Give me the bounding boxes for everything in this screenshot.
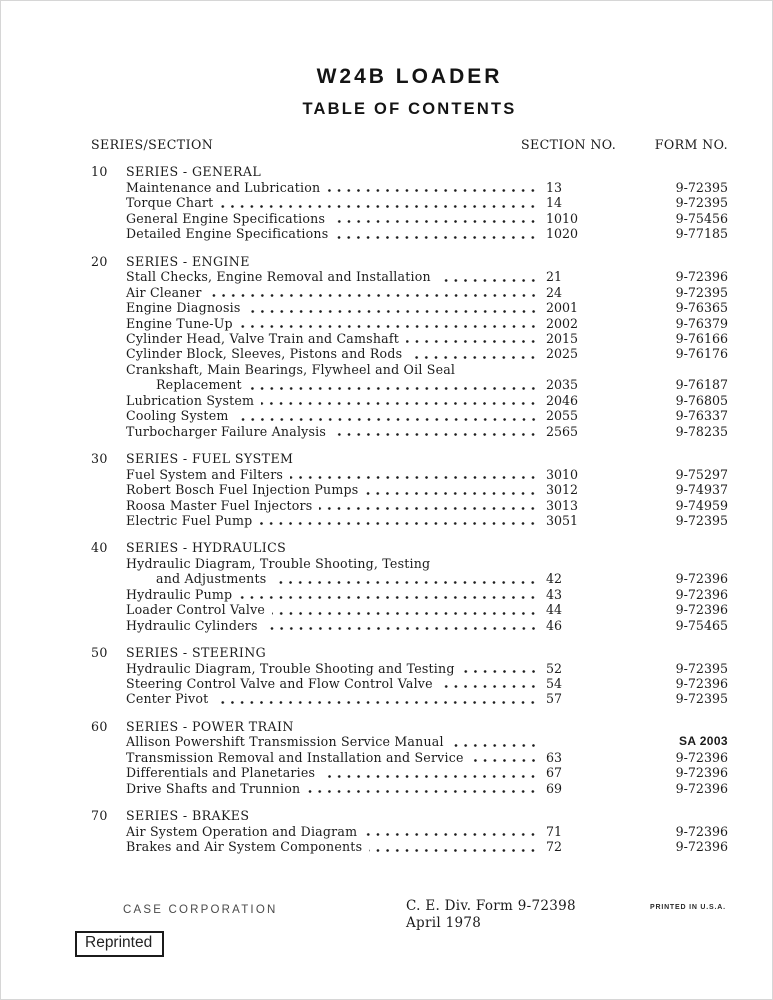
- row-indent-spacer: [91, 346, 126, 361]
- row-form-no: 9-72396: [675, 839, 728, 855]
- row-form-no: 9-74959: [675, 497, 728, 513]
- row-form-no: 9-72395: [675, 195, 728, 211]
- toc-row: [91, 346, 728, 361]
- toc-row: [91, 482, 728, 497]
- row-form-no: 9-72396: [675, 780, 728, 796]
- row-section-no: 24: [546, 284, 563, 300]
- toc-row: [91, 839, 728, 854]
- row-form-no: 9-72396: [675, 749, 728, 765]
- row-indent-spacer: [91, 602, 126, 617]
- dot-leader: [327, 180, 538, 195]
- section-rows: [91, 734, 728, 796]
- section-rows: [91, 269, 728, 439]
- doc-subtitle: TABLE OF CONTENTS: [302, 100, 517, 118]
- row-form-no: [606, 362, 728, 377]
- toc-sections: [91, 164, 728, 854]
- row-indent-spacer: [91, 618, 126, 633]
- series-number: 20: [91, 253, 108, 269]
- row-indent-spacer: [91, 498, 126, 513]
- col-header-section-no: SECTION NO.: [521, 137, 617, 152]
- row-label: Hydraulic Diagram, Trouble Shooting and Testing: [126, 660, 455, 676]
- toc-row: [91, 734, 728, 749]
- row-form-no: 9-77185: [675, 226, 728, 242]
- dot-leader: [249, 377, 538, 392]
- row-label: Robert Bosch Fuel Injection Pumps: [126, 482, 359, 498]
- row-section-no: 2002: [546, 315, 579, 331]
- dot-leader: [438, 269, 538, 284]
- row-section-no: 43: [546, 586, 563, 602]
- row-label: Cylinder Head, Valve Train and Camshaft: [126, 330, 399, 346]
- series-title: SERIES - BRAKES: [126, 808, 250, 824]
- toc-row: [91, 676, 728, 691]
- row-label: Loader Control Valve: [126, 602, 266, 618]
- series-title: SERIES - HYDRAULICS: [126, 540, 287, 556]
- row-form-no: SA 2003: [678, 734, 728, 749]
- toc-row: [91, 211, 728, 226]
- row-form-no: 9-72396: [675, 823, 728, 839]
- series-title: SERIES - FUEL SYSTEM: [126, 451, 294, 467]
- row-section-no: 3010: [546, 466, 579, 482]
- row-section-no: 13: [546, 179, 563, 195]
- toc-row: [91, 513, 728, 528]
- row-indent-spacer: [91, 316, 126, 331]
- row-indent-spacer: [91, 824, 126, 839]
- row-form-no: 9-72396: [675, 586, 728, 602]
- row-form-no: 9-76337: [675, 408, 728, 424]
- series-title: SERIES - GENERAL: [126, 164, 262, 180]
- row-indent-spacer: [91, 331, 126, 346]
- row-section-no: 71: [546, 823, 563, 839]
- row-form-no: 9-78235: [675, 423, 728, 439]
- row-label: Turbocharger Failure Analysis: [126, 423, 327, 439]
- row-section-no: 3012: [546, 482, 579, 498]
- series-heading: [91, 719, 728, 734]
- toc-row: [91, 824, 728, 839]
- row-form-no: 9-72396: [675, 765, 728, 781]
- dot-leader: [290, 467, 538, 482]
- row-form-no: 9-72395: [675, 179, 728, 195]
- row-form-no: 9-72396: [675, 269, 728, 285]
- row-section-no: 2565: [546, 423, 579, 439]
- dot-leader: [236, 408, 539, 423]
- series-heading: [91, 645, 728, 660]
- row-section-no: 3013: [546, 497, 579, 513]
- row-form-no: 9-76166: [675, 330, 728, 346]
- toc-row: [91, 300, 728, 315]
- col-header-series-section: SERIES/SECTION: [91, 137, 214, 152]
- series-number: 60: [91, 718, 108, 734]
- toc-row: [91, 661, 728, 676]
- row-section-no: 57: [546, 691, 563, 707]
- row-indent-spacer: [91, 781, 126, 796]
- toc-row: [91, 377, 728, 392]
- dot-leader: [335, 226, 538, 241]
- row-section-no: [546, 362, 606, 377]
- col-header-form-no: FORM NO.: [654, 137, 728, 152]
- dot-leader: [406, 331, 538, 346]
- row-section-no: 2025: [546, 346, 579, 362]
- dot-leader: [369, 839, 538, 854]
- dot-leader: [259, 513, 538, 528]
- row-section-no: 69: [546, 780, 563, 796]
- row-indent-spacer: [91, 676, 126, 691]
- toc-row: [91, 618, 728, 633]
- row-section-no: 46: [546, 617, 563, 633]
- series-heading: [91, 164, 728, 179]
- row-label: Replacement: [156, 377, 242, 393]
- row-indent-spacer: [91, 211, 126, 226]
- row-form-no: 9-76187: [675, 377, 728, 393]
- row-form-no: 9-76805: [675, 392, 728, 408]
- row-label: Crankshaft, Main Bearings, Flywheel and Oil Seal: [126, 361, 456, 377]
- toc-row: [91, 750, 728, 765]
- series-number: 50: [91, 645, 108, 661]
- series-title: SERIES - STEERING: [126, 645, 267, 661]
- row-indent-spacer: [91, 765, 126, 780]
- row-label: Drive Shafts and Trunnion: [126, 780, 301, 796]
- row-label: Engine Diagnosis: [126, 300, 241, 316]
- dot-leader: [319, 498, 538, 513]
- row-form-no: 9-72395: [675, 512, 728, 528]
- row-section-no: 72: [546, 839, 563, 855]
- row-label: Hydraulic Cylinders: [126, 617, 258, 633]
- row-form-no: 9-75465: [675, 617, 728, 633]
- row-section-no: 1020: [546, 226, 579, 242]
- row-section-no: 2055: [546, 408, 579, 424]
- row-form-no: 9-72396: [675, 602, 728, 618]
- toc-row: [91, 316, 728, 331]
- row-indent-spacer: [91, 300, 126, 315]
- series-number: 70: [91, 808, 108, 824]
- toc-row: [91, 195, 728, 210]
- dot-leader: [248, 300, 538, 315]
- toc-row: [91, 781, 728, 796]
- row-label: Lubrication System: [126, 392, 255, 408]
- dot-leader: [365, 482, 538, 497]
- row-section-no: 2046: [546, 392, 579, 408]
- section-rows: [91, 180, 728, 242]
- toc-section: [91, 645, 728, 707]
- section-rows: [91, 556, 728, 633]
- dot-leader: [364, 824, 538, 839]
- row-indent-spacer: [91, 285, 126, 300]
- dot-leader: [273, 571, 538, 586]
- toc-row: [91, 180, 728, 195]
- toc-row: [91, 362, 728, 377]
- row-label: Differentials and Planetaries: [126, 765, 316, 781]
- dot-leader: [332, 211, 538, 226]
- toc-row: [91, 226, 728, 241]
- dot-leader: [215, 691, 538, 706]
- row-section-no: 21: [546, 269, 563, 285]
- form-number-line: C. E. Div. Form 9-72398: [406, 898, 576, 914]
- section-rows: [91, 824, 728, 855]
- toc-row: [91, 602, 728, 617]
- series-title: SERIES - ENGINE: [126, 253, 250, 269]
- row-label: Fuel System and Filters: [126, 466, 284, 482]
- row-label: Air Cleaner: [126, 284, 202, 300]
- toc-section: [91, 808, 728, 854]
- document-header: [55, 65, 764, 119]
- dot-leader: [409, 346, 538, 361]
- row-indent-spacer: [91, 408, 126, 423]
- row-indent-spacer: [91, 467, 126, 482]
- toc-row: [91, 424, 728, 439]
- row-indent-spacer: [91, 180, 126, 195]
- row-section-no: [546, 556, 606, 571]
- row-section-no: 42: [546, 571, 563, 587]
- dot-leader: [265, 618, 538, 633]
- dot-leader: [307, 781, 538, 796]
- section-rows: [91, 467, 728, 529]
- dot-leader: [437, 556, 538, 571]
- row-indent-spacer: [91, 691, 126, 706]
- row-label: Cylinder Block, Sleeves, Pistons and Rods: [126, 346, 403, 362]
- dot-leader: [333, 424, 538, 439]
- row-label: Torque Chart: [126, 195, 214, 211]
- row-form-no: 9-72395: [675, 660, 728, 676]
- series-number: 30: [91, 451, 108, 467]
- row-form-no: 9-74937: [675, 482, 728, 498]
- row-form-no: [606, 556, 728, 571]
- toc-row: [91, 587, 728, 602]
- dot-leader: [462, 661, 538, 676]
- reprinted-stamp: Reprinted: [75, 931, 164, 957]
- row-section-no: 54: [546, 676, 563, 692]
- row-label: Hydraulic Pump: [126, 586, 233, 602]
- toc-row: [91, 498, 728, 513]
- toc-row: [91, 571, 728, 586]
- row-form-no: 9-76365: [675, 300, 728, 316]
- toc-section: [91, 164, 728, 241]
- row-form-no: 9-76379: [675, 315, 728, 331]
- row-label: Maintenance and Lubrication: [126, 179, 321, 195]
- series-number: 10: [91, 164, 108, 180]
- row-label: Allison Powershift Transmission Service Manual: [126, 734, 444, 750]
- row-label: General Engine Specifications: [126, 210, 326, 226]
- row-indent-spacer: [91, 661, 126, 676]
- row-indent-spacer: [91, 393, 126, 408]
- section-rows: [91, 661, 728, 707]
- row-section-no: 67: [546, 765, 563, 781]
- row-indent-spacer: [91, 424, 126, 439]
- row-section-no: 3051: [546, 512, 579, 528]
- row-indent-spacer: [91, 362, 126, 377]
- doc-title: W24B LOADER: [316, 65, 503, 88]
- row-indent-spacer: [91, 571, 126, 586]
- dot-leader: [239, 587, 538, 602]
- row-form-no: 9-76176: [675, 346, 728, 362]
- row-indent-spacer: [91, 482, 126, 497]
- toc-row: [91, 556, 728, 571]
- company-name: CASE CORPORATION: [123, 904, 278, 916]
- series-title: SERIES - POWER TRAIN: [126, 718, 294, 734]
- row-form-no: 9-72396: [675, 676, 728, 692]
- toc-section: [91, 451, 728, 528]
- row-label: Air System Operation and Diagram: [126, 823, 358, 839]
- row-label: Detailed Engine Specifications: [126, 226, 329, 242]
- row-label: Center Pivot: [126, 691, 209, 707]
- dot-leader: [209, 285, 538, 300]
- row-form-no: 9-72395: [675, 691, 728, 707]
- row-label: Steering Control Valve and Flow Control Valve: [126, 676, 433, 692]
- row-indent-spacer: [91, 226, 126, 241]
- series-number: 40: [91, 540, 108, 556]
- row-indent-spacer: [91, 513, 126, 528]
- form-date-line: April 1978: [406, 914, 482, 931]
- toc-row: [91, 408, 728, 423]
- table-of-contents: [91, 137, 728, 855]
- dot-leader: [440, 676, 538, 691]
- column-headers: [91, 137, 728, 152]
- printed-in-usa: PRINTED IN U.S.A.: [650, 904, 726, 911]
- row-section-no: 2001: [546, 300, 579, 316]
- row-indent-spacer: [91, 734, 126, 749]
- row-section-no: 63: [546, 749, 563, 765]
- row-indent-spacer: [91, 587, 126, 602]
- dot-leader: [240, 316, 538, 331]
- toc-section: [91, 540, 728, 633]
- row-label: and Adjustments: [156, 571, 267, 587]
- row-label: Roosa Master Fuel Injectors: [126, 497, 313, 513]
- row-section-no: 14: [546, 195, 563, 211]
- dot-leader: [471, 750, 538, 765]
- row-label: Hydraulic Diagram, Trouble Shooting, Testing: [126, 555, 431, 571]
- dot-leader: [272, 602, 538, 617]
- row-indent-spacer: [91, 839, 126, 854]
- row-indent-spacer: [91, 556, 126, 571]
- row-label: Cooling System: [126, 408, 229, 424]
- dot-leader: [261, 393, 538, 408]
- row-label: Electric Fuel Pump: [126, 512, 253, 528]
- toc-row: [91, 393, 728, 408]
- toc-row: [91, 269, 728, 284]
- toc-row: [91, 331, 728, 346]
- row-section-no: [546, 734, 606, 749]
- row-label: Transmission Removal and Installation and Service: [126, 749, 464, 765]
- row-section-no: 1010: [546, 210, 579, 226]
- series-heading: [91, 540, 728, 555]
- row-form-no: 9-75456: [675, 210, 728, 226]
- series-heading: [91, 808, 728, 823]
- series-heading: [91, 254, 728, 269]
- toc-row: [91, 691, 728, 706]
- dot-leader: [451, 734, 538, 749]
- row-indent-spacer: [91, 269, 126, 284]
- toc-row: [91, 765, 728, 780]
- row-section-no: 44: [546, 602, 563, 618]
- toc-row: [91, 467, 728, 482]
- row-form-no: 9-72395: [675, 284, 728, 300]
- dot-leader: [220, 195, 538, 210]
- row-indent-spacer: [91, 750, 126, 765]
- form-info: [406, 898, 576, 931]
- row-section-no: 52: [546, 660, 563, 676]
- row-form-no: 9-75297: [675, 466, 728, 482]
- row-label: Brakes and Air System Components: [126, 839, 363, 855]
- toc-section: [91, 254, 728, 439]
- row-label: Engine Tune-Up: [126, 315, 233, 331]
- series-heading: [91, 451, 728, 466]
- dot-leader: [462, 362, 538, 377]
- dot-leader: [322, 765, 538, 780]
- toc-section: [91, 719, 728, 796]
- row-form-no: 9-72396: [675, 571, 728, 587]
- row-section-no: 2035: [546, 377, 579, 393]
- row-section-no: 2015: [546, 330, 579, 346]
- row-indent-spacer: [91, 377, 126, 392]
- toc-row: [91, 285, 728, 300]
- row-label: Stall Checks, Engine Removal and Installation: [126, 269, 431, 285]
- row-indent-spacer: [91, 195, 126, 210]
